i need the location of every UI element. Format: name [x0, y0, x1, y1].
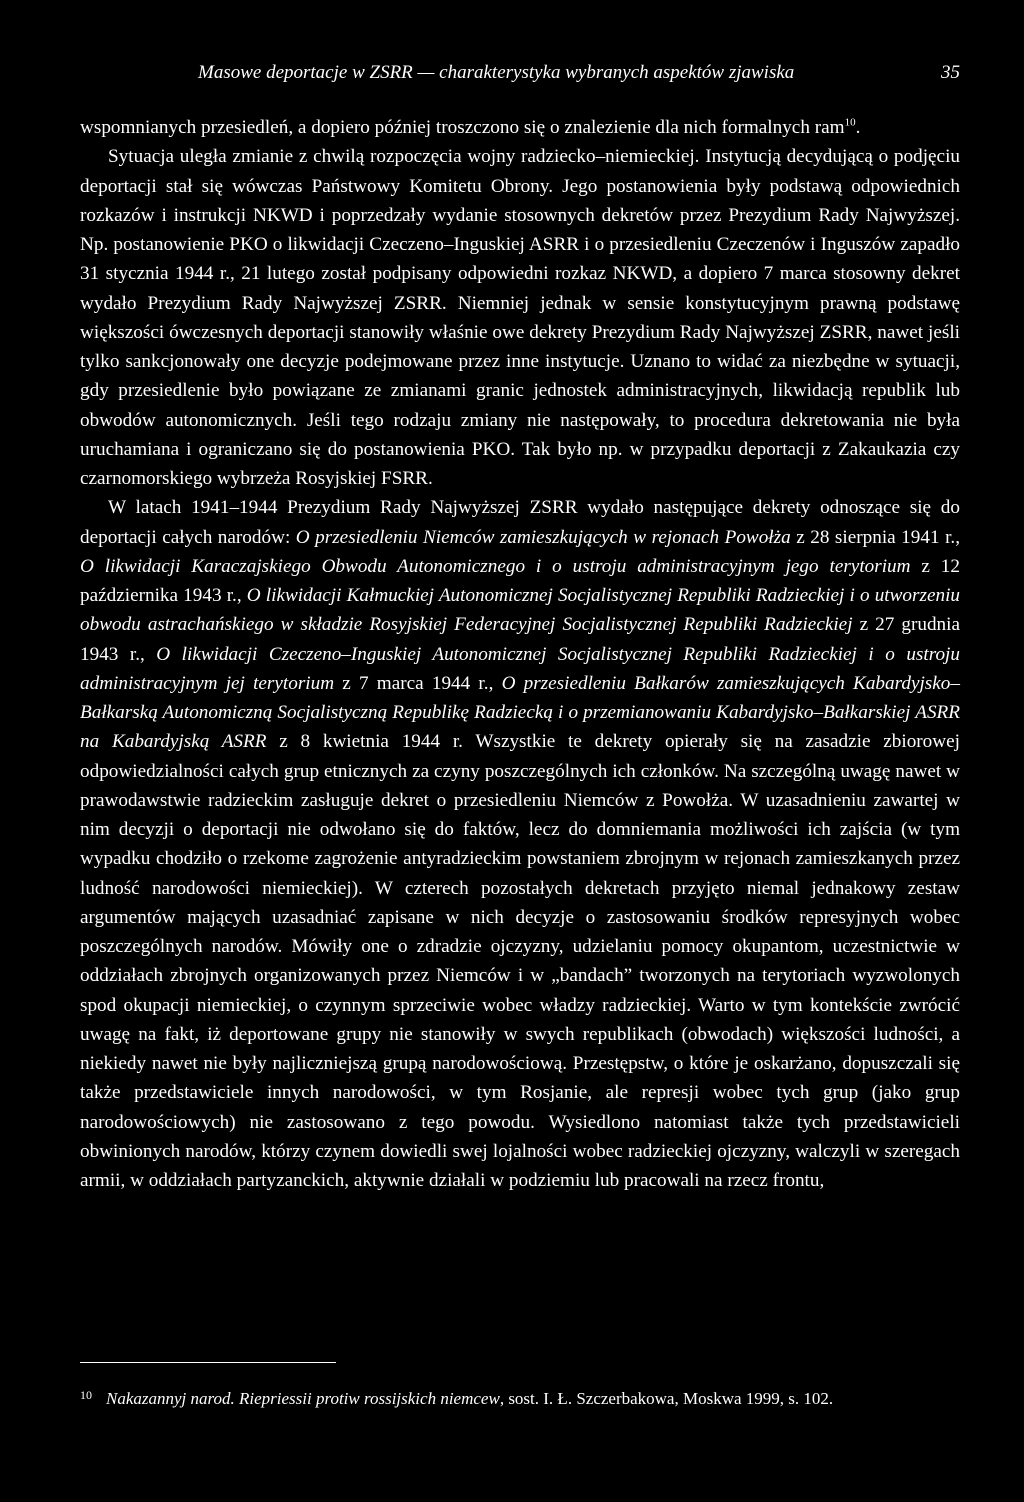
footnote-source-details: , sost. I. Ł. Szczerbakowa, Moskwa 1999, s. 102.: [499, 1389, 834, 1408]
paragraph-1-text: wspomnianych przesiedleń, a dopiero później troszczono się o znalezienie dla nich formalnych ram: [80, 117, 845, 138]
decree-title-3: O likwidacji Kałmuckiej Autonomicznej Socjalistycznej Republiki Radzieckiej i o utworzeniu obwodu astrachańskiego w składzie Rosyjskiej Federacyjnej Socjalistycznej Republiki Radzieckiej: [80, 585, 960, 636]
paragraph-3-text: z 27 grudnia 1943 r.,: [80, 614, 960, 665]
footnote-separator: [80, 1362, 336, 1363]
paragraph-3-text: z 12 października 1943 r.,: [80, 555, 960, 606]
paragraph-2: Sytuacja uległa zmianie z chwilą rozpoczęcia wojny radziecko–niemieckiej. Instytucją decydującą o podjęciu deportacji stał się wówczas Państwowy Komitetu Obrony. Jego postanowienia były podstawą odpowiednich rozkazów i instrukcji NKWD i poprzedzały wydanie stosownych dekretów przez Prezydium Rady Najwyższej. Np. postanowienie PKO o likwidacji Czeczeno–Inguskiej ASRR i o przesiedleniu Czeczenów i Inguszów zapadło 31 stycznia 1944 r., 21 lutego został podpisany odpowiedni rozkaz NKWD, a dopiero 7 marca stosowny dekret wydało Prezydium Rady Najwyższej ZSRR. Niemniej jednak w sensie konstytucyjnym prawną podstawę większości ówczesnych deportacji stanowiły właśnie owe dekrety Prezydium Rady Najwyższej ZSRR, nawet jeśli tylko sankcjonowały one decyzje podejmowane przez inne instytucje. Uznano to widać za niezbędne w sytuacji, gdy przesiedlenie było powiązane ze zmianami granic jednostek administracyjnych, likwidacją republik lub obwodów autonomicznych. Jeśli tego rodzaju zmiany nie następowały, to procedura dekretowania nie była uruchamiana i ograniczano się do postanowienia PKO. Tak było np. w przypadku deportacji z Zakaukazia czy czarnomorskiego wybrzeża Rosyjskiej FSRR.: [80, 146, 960, 489]
footnote-source-title: Nakazannyj narod. Riepriessii protiw rossijskich niemcew: [106, 1389, 500, 1408]
running-title: Masowe deportacje w ZSRR — charakterystyka wybranych aspektów zjawiska: [198, 62, 795, 83]
decree-title-2: O likwidacji Karaczajskiego Obwodu Autonomicznego i o ustroju administracyjnym jego terytorium: [80, 555, 911, 577]
paragraph-3-text: z 28 sierpnia 1941 r.,: [790, 526, 960, 548]
paragraph-3: [80, 493, 960, 1195]
footnote-reference: 10: [844, 116, 856, 129]
decree-title-4: O likwidacji Czeczeno–Inguskiej Autonomicznej Socjalistycznej Republiki Radzieckiej i o ustroju administracyjnym jej terytorium: [80, 643, 960, 694]
footnote: [80, 1388, 960, 1410]
paragraph-3-text: z 7 marca 1944 r.,: [334, 672, 502, 694]
paragraph-1-end: .: [855, 117, 861, 138]
running-header: [80, 62, 960, 90]
paragraph-3-text: z 8 kwietnia 1944 r. Wszystkie te dekrety opierały się na zasadzie zbiorowej odpowiedzialności całych grup etnicznych za czyny poszczególnych ich członków. Na szczególną uwagę nawet w prawodawstwie radzieckim zasługuje dekret o przesiedleniu Niemców z Powołża. W uzasadnieniu zawartej w nim decyzji o deportacji nie odwołano się do faktów, lecz do domniemania możliwości ich zajścia (w tym wypadku chodziło o rzekome zagrożenie antyradzieckim powstaniem zbrojnym w rejonach zamieszkanych przez ludność narodowości niemieckiej). W czterech pozostałych dekretach przyjęto niemal jednakowy zestaw argumentów mających uzasadniać zapisane w nich decyzje o zastosowaniu środków represyjnych wobec poszczególnych narodów. Mówiły one o zdradzie ojczyzny, udzielaniu pomocy okupantom, uczestnictwie w oddziałach zbrojnych organizowanych przez Niemców i w „bandach” tworzonych na terytoriach wyzwolonych spod okupacji niemieckiej, o czynnym sprzeciwie wobec władzy radzieckiej. Warto w tym kontekście zwrócić uwagę na fakt, iż deportowane grupy nie stanowiły w swych republikach (obwodach) większości ludności, a niekiedy nawet nie były najliczniejszą grupą narodowościową. Przestępstw, o które je oskarżano, dopuszczali się także przedstawiciele innych narodowości, w tym Rosjanie, ale represji wobec tych grup (jako grup narodowościowych) nie zastosowano z tego powodu. Wysiedlono natomiast także tych przedstawicieli obwinionych narodów, którzy czynem dowiedli swej lojalności wobec radzieckiej ojczyzny, walczyli w szeregach armii, w oddziałach partyzanckich, aktywnie działali w podziemiu lub pracowali na rzecz frontu,: [80, 731, 960, 1191]
decree-title-5: O przesiedleniu Bałkarów zamieszkujących Kabardyjsko–Bałkarską Autonomiczną Socjalistyczną Republikę Radziecką i o przemianowaniu Kabardyjsko–Bałkarskiej ASRR na Kabardyjską ASRR: [80, 672, 960, 753]
main-text: [80, 113, 960, 1195]
paragraph-3-text: W latach 1941–1944 Prezydium Rady Najwyższej ZSRR wydało następujące dekrety odnoszące się do deportacji całych narodów:: [80, 497, 960, 548]
footnote-number: 10: [80, 1388, 92, 1402]
decree-title-1: O przesiedleniu Niemców zamieszkujących w rejonach Powołża: [295, 526, 791, 548]
paragraph-1: [80, 113, 960, 142]
page-number: 35: [941, 62, 960, 83]
